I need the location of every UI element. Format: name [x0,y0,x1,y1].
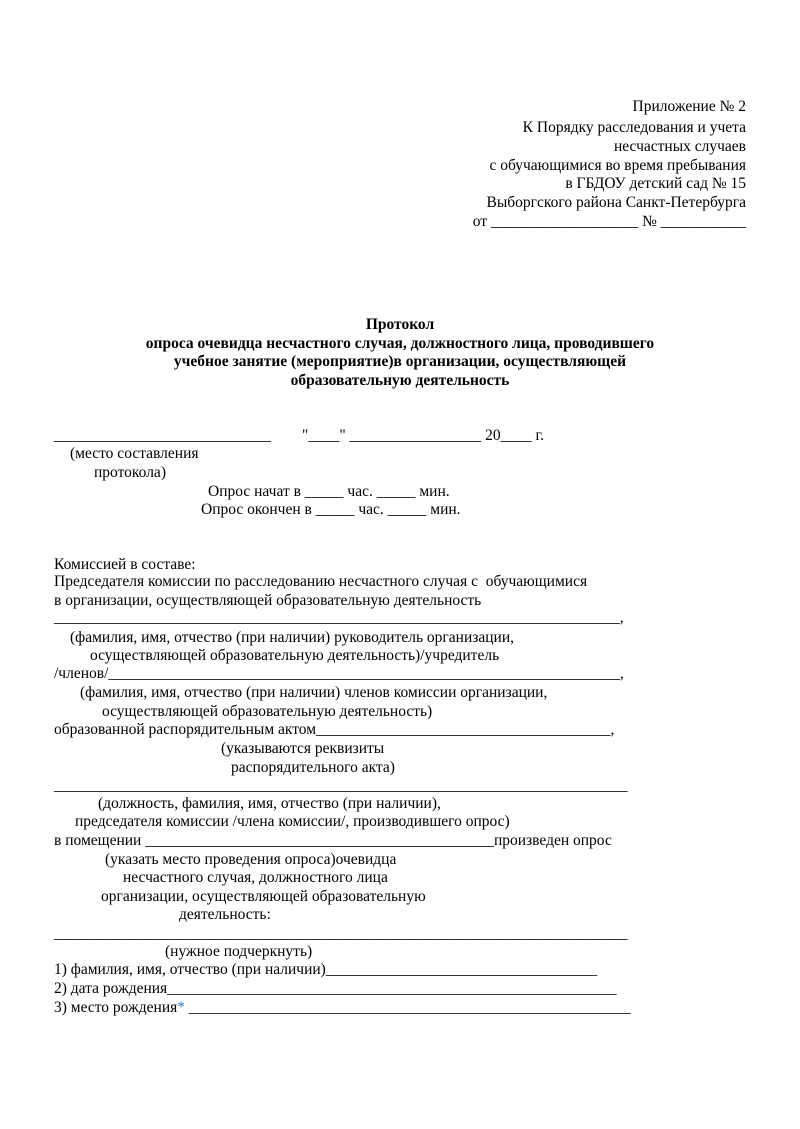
room-caption-2: несчастного случая, должностного лица [123,869,388,886]
header-line-3: несчастных случаев [613,138,746,155]
members-caption-2: осуществляющей образовательную деятельность) [102,703,433,720]
header-line-1: Приложение № 2 [632,98,746,115]
survey-end: Опрос окончен в _____ час. _____ мин. [201,501,461,518]
room-caption-4: деятельность: [179,906,271,923]
chairman-line-1: Председателя комиссии по расследованию несчастного случая с обучающимися [54,573,588,590]
commission-label: Комиссией в составе: [54,556,196,573]
chairman-line-2: в организации, осуществляющей образовательную деятельность [54,592,482,609]
field-full-name: 1) фамилия, имя, отчество (при наличии)___________________________________ [54,961,598,978]
field-birth-place [54,998,631,1017]
room-caption-3: организации, осуществляющей образовательную [101,888,426,905]
underline-hint: (нужное подчеркнуть) [165,943,313,960]
witness-blank: __________________________________________________________________________ [54,925,628,942]
chairman-caption-2: осуществляющей образовательную деятельность)/учредитель [90,647,500,664]
act-caption-2: распорядительного акта) [231,759,395,776]
interviewer-blank: __________________________________________________________________________ [54,777,628,794]
act-caption-1: (указываются реквизиты [221,740,385,757]
title-line-2: учебное занятие (мероприятие)в организации, осуществляющей [173,353,627,370]
interviewer-caption-2: председателя комиссии /члена комиссии/, производившего опрос) [75,813,510,830]
interviewer-caption-1: (должность, фамилия, имя, отчество (при наличии), [98,795,441,812]
chairman-blank: _________________________________________________________________________, [54,609,624,626]
footnote-asterisk[interactable]: * [177,999,185,1016]
act-line: образованной распорядительным актом______________________________________, [54,721,615,738]
members-caption-1: (фамилия, имя, отчество (при наличии) членов комиссии организации, [80,684,548,701]
header-line-2: К Порядку расследования и учета [522,119,746,136]
document-title: Протокол [365,316,435,333]
birth-place-blank: _________________________________________________________ [185,999,631,1016]
survey-start: Опрос начат в _____ час. _____ мин. [208,483,450,500]
place-caption-2: протокола) [94,464,166,481]
header-line-7: от ___________________ № ___________ [472,213,746,230]
room-line: в помещении _____________________________________________произведен опрос [54,832,612,849]
header-line-4: с обучающимися во время пребывания [489,157,746,174]
header-line-6: Выборгского района Санкт-Петербурга [486,194,746,211]
room-caption-1: (указать место проведения опроса)очевидца [105,851,397,868]
place-date-line: ____________________________ "____" _________________ 20____ г. [54,427,545,444]
place-caption-1: (место составления [70,445,199,462]
birth-place-label: 3) место рождения [54,999,178,1016]
header-line-5: в ГБДОУ детский сад № 15 [565,175,746,192]
title-line-3: образовательную деятельность [290,372,510,389]
members-line: /членов/__________________________________________________________________, [54,665,624,682]
field-birth-date: 2) дата рождения__________________________________________________________ [54,980,617,997]
title-line-1: опроса очевидца несчастного случая, должностного лица, проводившего [145,335,655,352]
chairman-caption-1: (фамилия, имя, отчество (при наличии) руководитель организации, [70,629,514,646]
